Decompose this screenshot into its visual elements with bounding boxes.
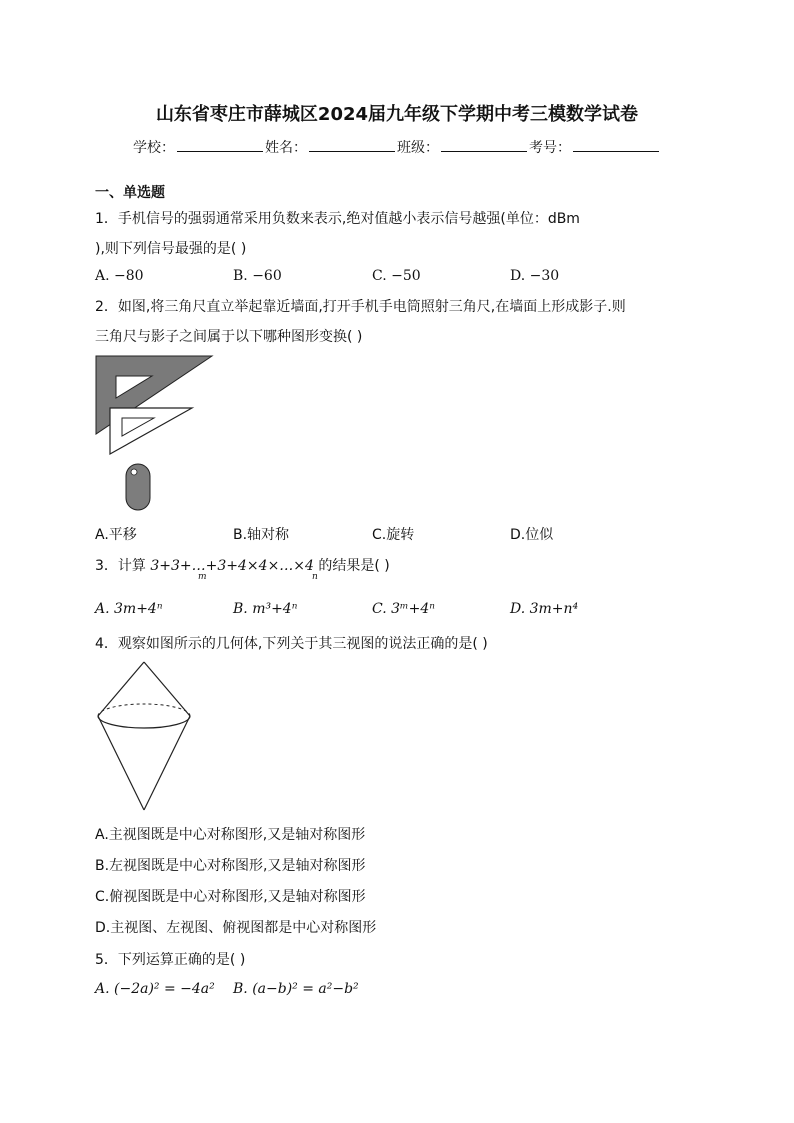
double-cone-figure (94, 660, 194, 812)
q2-text-line1: 2．如图,将三角尺直立举起靠近墙面,打开手机手电筒照射三角尺,在墙面上形成影子.则 (95, 299, 626, 315)
q3-option-d: D. 3m+n⁴ (510, 601, 579, 617)
q2-text-line2: 三角尺与影子之间属于以下哪种图形变换( ) (95, 329, 363, 345)
class-blank[interactable] (441, 139, 527, 152)
q2-option-d: D.位似 (510, 527, 554, 543)
q5-text: 5．下列运算正确的是( ) (95, 952, 246, 968)
q2-option-c: C.旋转 (372, 527, 415, 543)
q4-option-d: D.主视图、左视图、俯视图都是中心对称图形 (95, 920, 377, 936)
school-blank[interactable] (177, 139, 263, 152)
school-label: 学校： (133, 140, 175, 156)
name-label: 姓名： (265, 140, 307, 156)
q1-option-a: A. −80 (95, 268, 144, 284)
q3-sub-m: m (198, 572, 207, 582)
section-heading: 一、单选题 (95, 185, 165, 201)
q4-option-c: C.俯视图既是中心对称图形,又是轴对称图形 (95, 889, 366, 905)
q1-option-d: D. −30 (510, 268, 560, 284)
q3-prefix: 3．计算 (95, 558, 146, 574)
triangle-shadow-figure (94, 354, 216, 514)
q3-option-b: B. m³+4ⁿ (233, 601, 298, 617)
q3-option-c: C. 3ᵐ+4ⁿ (372, 601, 435, 617)
q1-option-b: B. −60 (233, 268, 282, 284)
q4-option-a: A.主视图既是中心对称图形,又是轴对称图形 (95, 827, 366, 843)
q3-sub-n: n (312, 572, 318, 582)
number-blank[interactable] (573, 139, 659, 152)
q2-option-b: B.轴对称 (233, 527, 290, 543)
student-info-line (0, 137, 794, 157)
q1-text-line2: ),则下列信号最强的是( ) (95, 241, 247, 257)
q4-text: 4．观察如图所示的几何体,下列关于其三视图的说法正确的是( ) (95, 636, 488, 652)
q3-expression: 3+3+…+3+4×4×…×4 (150, 558, 314, 574)
q3-suffix: 的结果是( ) (318, 558, 390, 574)
q5-option-b: B. (a−b)² = a²−b² (233, 981, 359, 997)
q5-option-a: A. (−2a)² = −4a² (95, 981, 215, 997)
q1-option-c: C. −50 (372, 268, 421, 284)
q3-option-a: A. 3m+4ⁿ (95, 601, 163, 617)
q4-option-b: B.左视图既是中心对称图形,又是轴对称图形 (95, 858, 366, 874)
q2-option-a: A.平移 (95, 527, 137, 543)
q1-text-line1: 1．手机信号的强弱通常采用负数来表示,绝对值越小表示信号越强(单位：dBm (95, 211, 580, 227)
page-title: 山东省枣庄市薛城区2024届九年级下学期中考三模数学试卷 (155, 104, 639, 125)
flashlight-icon (131, 469, 137, 475)
number-label: 考号： (529, 140, 571, 156)
class-label: 班级： (397, 140, 439, 156)
name-blank[interactable] (309, 139, 395, 152)
q3-text (95, 555, 390, 575)
phone-icon (126, 464, 150, 510)
